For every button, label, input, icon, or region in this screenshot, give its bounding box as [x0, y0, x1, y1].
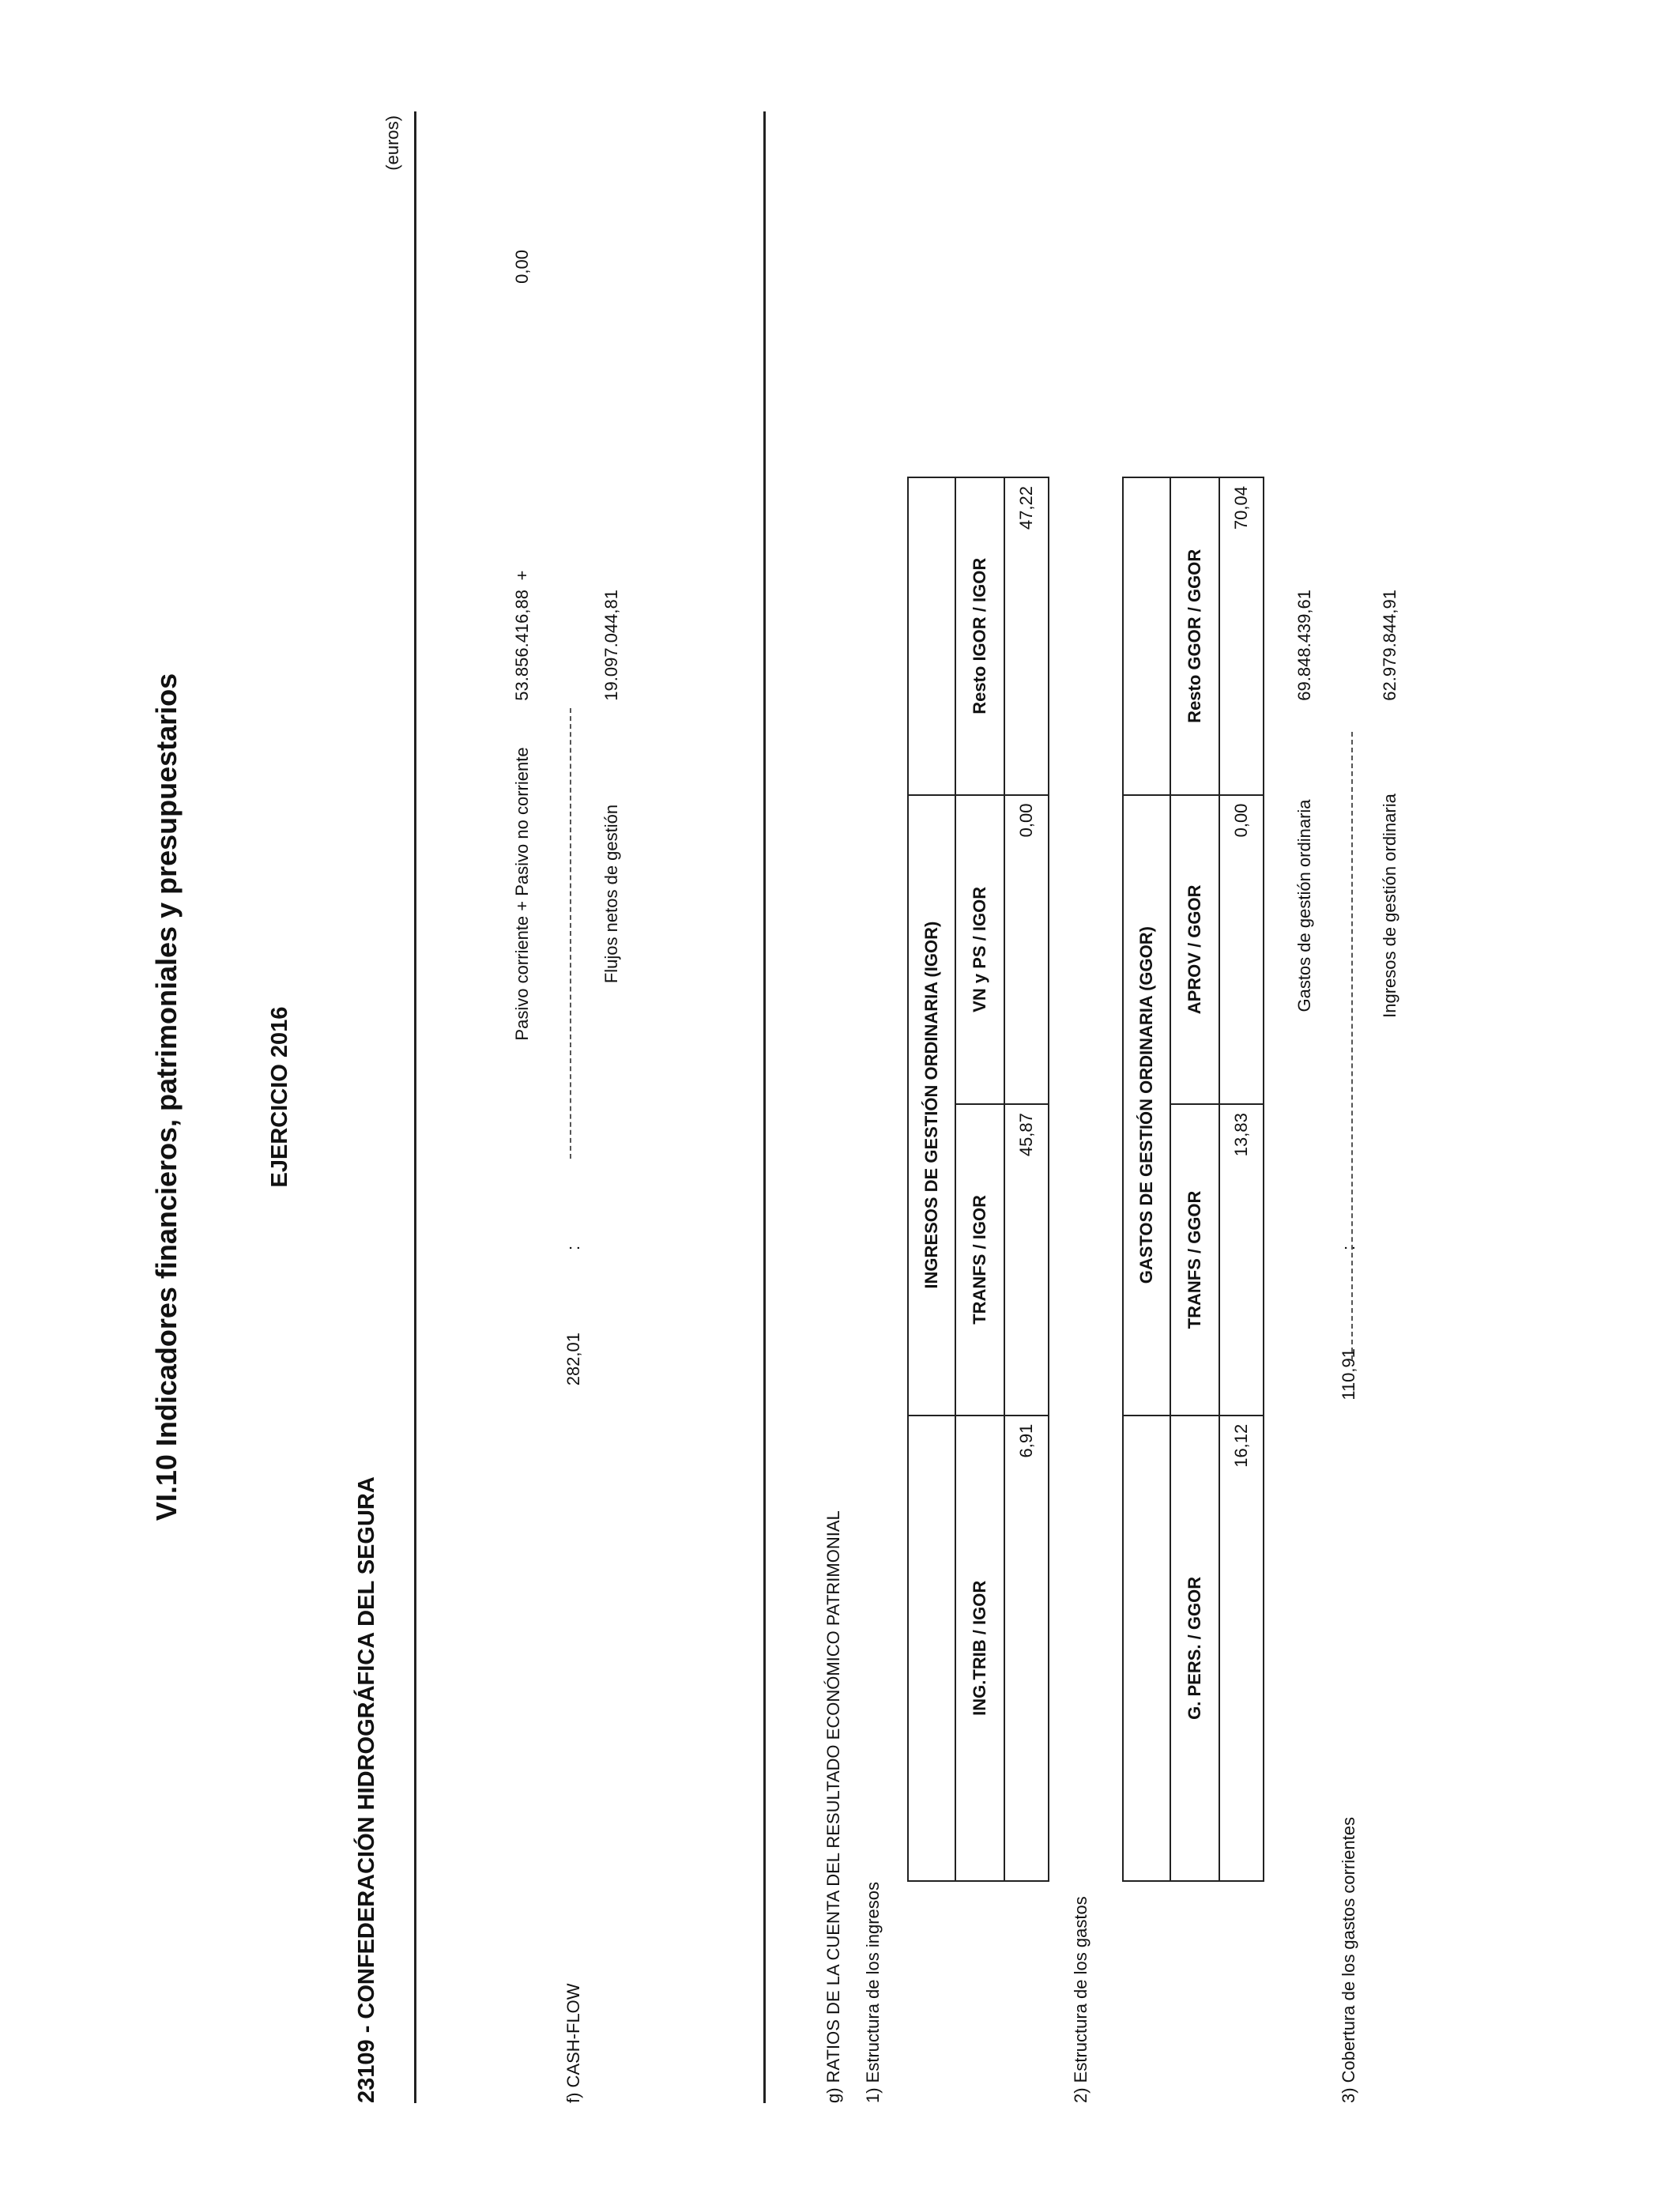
value-resto-igor: 47,22	[1004, 477, 1049, 795]
value-g-pers: 16,12	[1219, 1416, 1264, 1881]
value-resto-ggor: 70,04	[1219, 477, 1264, 795]
gastos-structure-label: 2) Estructura de los gastos	[1071, 1896, 1090, 2103]
cash-flow-denominator-value: 19.097.044,81	[601, 590, 621, 701]
cobertura-denominator-label: Ingresos de gestión ordinaria	[1380, 794, 1399, 1018]
entity-name: 23109 - CONFEDERACIÓN HIDROGRÁFICA DEL SEGURA	[354, 1476, 379, 2103]
value-tranfs-ggor: 13,83	[1219, 1104, 1264, 1416]
gastos-ratio-table	[1122, 477, 1264, 1882]
cash-flow-value: 282,01	[563, 1333, 583, 1386]
col-header-resto-ggor: Resto GGOR / GGOR	[1170, 477, 1219, 795]
cobertura-fraction-line	[1351, 732, 1353, 1360]
plus-sign: +	[512, 570, 532, 581]
gastos-group-header: GASTOS DE GESTIÓN ORDINARIA (GGOR)	[1123, 795, 1170, 1416]
cobertura-denominator-value: 62.979.844,91	[1380, 590, 1399, 701]
units-label: (euros)	[382, 115, 402, 171]
cobertura-numerator-label: Gastos de gestión ordinaria	[1294, 799, 1314, 1012]
cash-flow-fraction-line	[570, 708, 571, 1159]
col-header-tranfs-igor: TRANFS / IGOR	[955, 1104, 1004, 1416]
ingresos-group-header: INGRESOS DE GESTIÓN ORDINARIA (IGOR)	[908, 795, 955, 1416]
value-aprov-ggor: 0,00	[1219, 795, 1264, 1105]
ingresos-ratio-table	[907, 477, 1049, 1882]
col-header-resto-igor: Resto IGOR / IGOR	[955, 477, 1004, 795]
cobertura-colon: :	[1339, 1245, 1358, 1250]
value-ing-trib: 6,91	[1004, 1416, 1049, 1881]
col-header-tranfs-ggor: TRANFS / GGOR	[1170, 1104, 1219, 1416]
middle-divider	[763, 111, 766, 2103]
ratios-section-label: g) RATIOS DE LA CUENTA DEL RESULTADO ECONÓMICO PATRIMONIAL	[823, 1510, 843, 2103]
cash-flow-numerator-value-1: 53.856.416,88	[512, 590, 532, 701]
cash-flow-numerator-value-2: 0,00	[512, 250, 532, 284]
exercise-label: EJERCICIO 2016	[267, 1006, 292, 1188]
cobertura-numerator-value: 69.848.439,61	[1294, 590, 1314, 701]
value-vn-ps-igor: 0,00	[1004, 795, 1049, 1105]
ingresos-structure-label: 1) Estructura de los ingresos	[863, 1881, 883, 2103]
cash-flow-denominator-label: Flujos netos de gestión	[601, 804, 621, 984]
cobertura-value: 110,91	[1339, 1348, 1358, 1400]
cobertura-label: 3) Cobertura de los gastos corrientes	[1339, 1817, 1358, 2103]
value-tranfs-igor: 45,87	[1004, 1104, 1049, 1416]
report-title: VI.10 Indicadores financieros, patrimoniales y presupuestarios	[150, 673, 183, 1521]
top-divider	[414, 111, 416, 2103]
col-header-g-pers: G. PERS. / GGOR	[1170, 1416, 1219, 1881]
col-header-vn-ps-igor: VN y PS / IGOR	[955, 795, 1004, 1105]
col-header-ing-trib: ING.TRIB / IGOR	[955, 1416, 1004, 1881]
cash-flow-colon: :	[563, 1245, 583, 1250]
cash-flow-label: f) CASH-FLOW	[563, 1983, 583, 2103]
col-header-aprov-ggor: APROV / GGOR	[1170, 795, 1219, 1105]
cash-flow-numerator-label: Pasivo corriente + Pasivo no corriente	[512, 747, 532, 1041]
